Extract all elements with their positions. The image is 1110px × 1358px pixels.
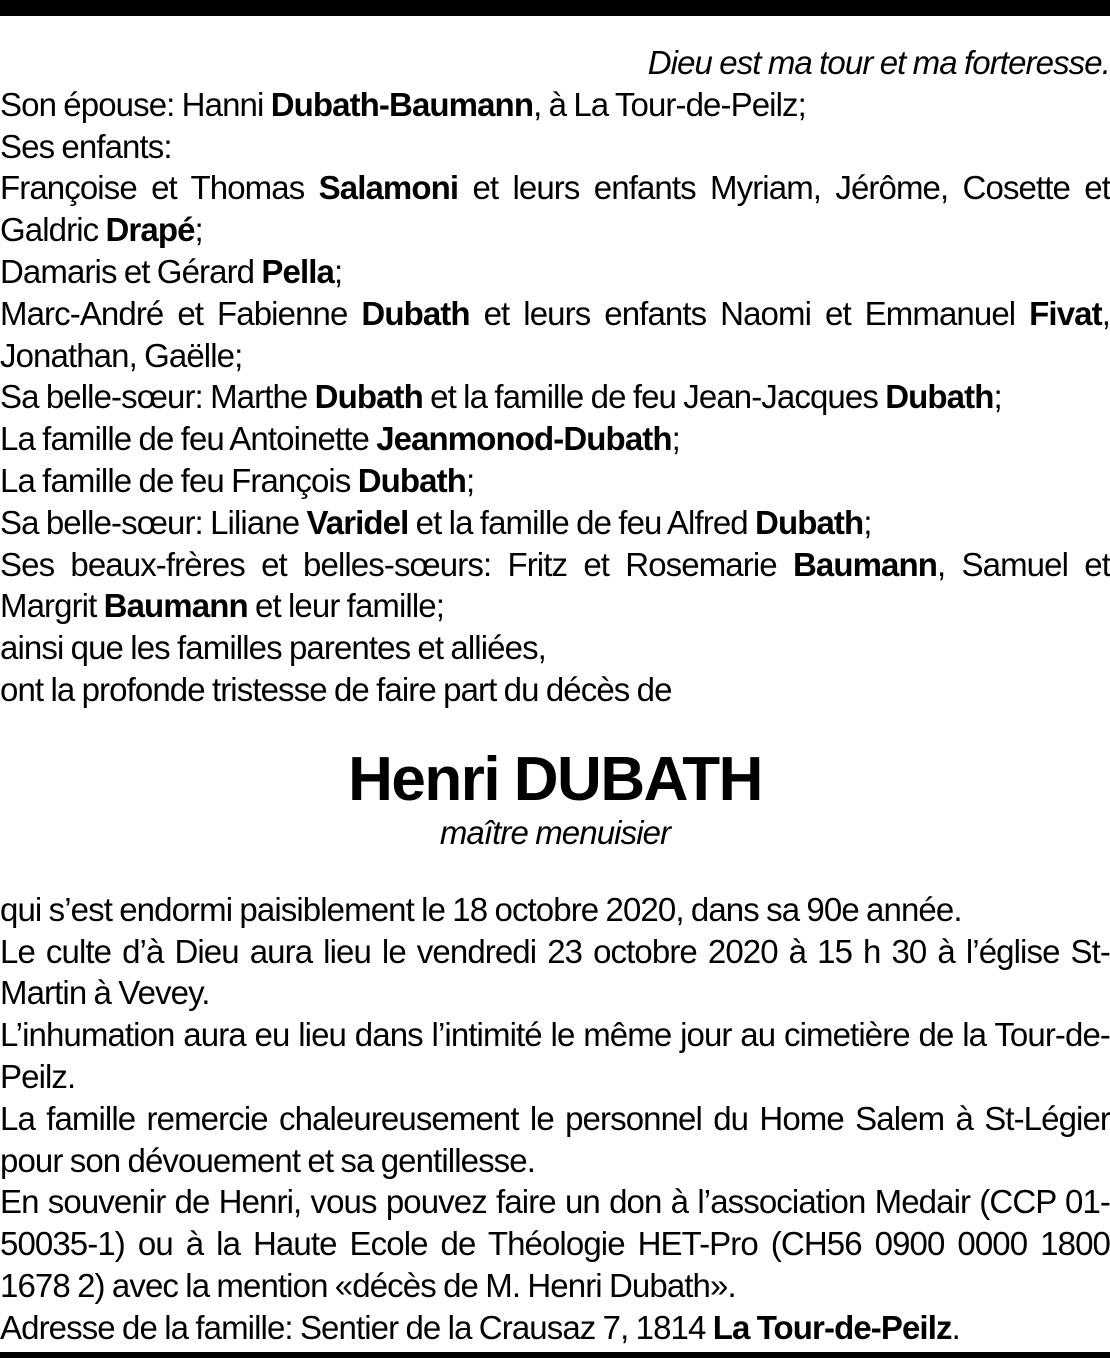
death-line: qui s’est endormi paisiblement le 18 octobre 2020, dans sa 90e année. (0, 890, 962, 928)
details (0, 889, 1110, 1349)
bottom-rule (0, 1352, 1110, 1358)
family-francois: La famille de feu François Dubath; (0, 461, 475, 499)
child-line-pella: Damaris et Gérard Pella; (0, 252, 343, 290)
address-line: Adresse de la famille: Sentier de la Crausaz 7, 1814 La Tour-de-Peilz. (0, 1308, 960, 1346)
spouse-name: Dubath-Baumann (270, 85, 534, 123)
obituary-notice (0, 42, 1110, 1349)
in-laws-line: Ses beaux-frères et belles-sœurs: Fritz et Rosemarie Baumann, Samuel et Margrit Baumann et leur famille; (0, 545, 1110, 625)
sister-in-law-liliane: Sa belle-sœur: Liliane Varidel et la famille de feu Alfred Dubath; (0, 503, 872, 541)
family-antoinette: La famille de feu Antoinette Jeanmonod-Dubath; (0, 420, 680, 458)
motto: Dieu est ma tour et ma forteresse. (647, 44, 1110, 81)
deceased-name: Henri DUBATH (348, 744, 762, 814)
burial-line: L’inhumation aura eu lieu dans l’intimité le même jour au cimetière de la Tour-de-Peilz. (0, 1016, 1110, 1095)
announcement-line: ont la profonde tristesse de faire part du décès de (0, 670, 672, 708)
service-line: Le culte d’à Dieu aura lieu le vendredi 23 octobre 2020 à 15 h 30 à l’église St-Martin à Vevey. (0, 932, 1110, 1012)
child-line-salamoni: Françoise et Thomas Salamoni et leurs enfants Myriam, Jérôme, Cosette et Galdric Drapé; (0, 169, 1110, 249)
top-rule (0, 0, 1110, 16)
sister-in-law-marthe: Sa belle-sœur: Marthe Dubath et la famille de feu Jean-Jacques Dubath; (0, 378, 1002, 416)
relatives-line: ainsi que les familles parentes et alliées, (0, 629, 546, 667)
deceased-profession: maître menuisier (439, 813, 671, 851)
family-list (0, 84, 1110, 711)
donation-line: En souvenir de Henri, vous pouvez faire un don à l’association Medair (CCP 01-50035-1) ou à la Haute Ecole de Théologie HET-Pro (CH56 0900 0000 1800 1678 2) avec la mention «décès de M. Henri Dubath». (0, 1183, 1110, 1304)
child-line-dubath: Marc-André et Fabienne Dubath et leurs enfants Naomi et Emmanuel Fivat, Jonathan, Gaëlle; (0, 294, 1110, 374)
children-label: Ses enfants: (0, 127, 172, 165)
address-place: La Tour-de-Peilz (712, 1308, 952, 1346)
spouse-line: Son épouse: Hanni Dubath-Baumann, à La Tour-de-Peilz; (0, 85, 806, 123)
thanks-line: La famille remercie chaleureusement le personnel du Home Salem à St-Légier pour son dévouement et sa gentillesse. (0, 1099, 1110, 1179)
